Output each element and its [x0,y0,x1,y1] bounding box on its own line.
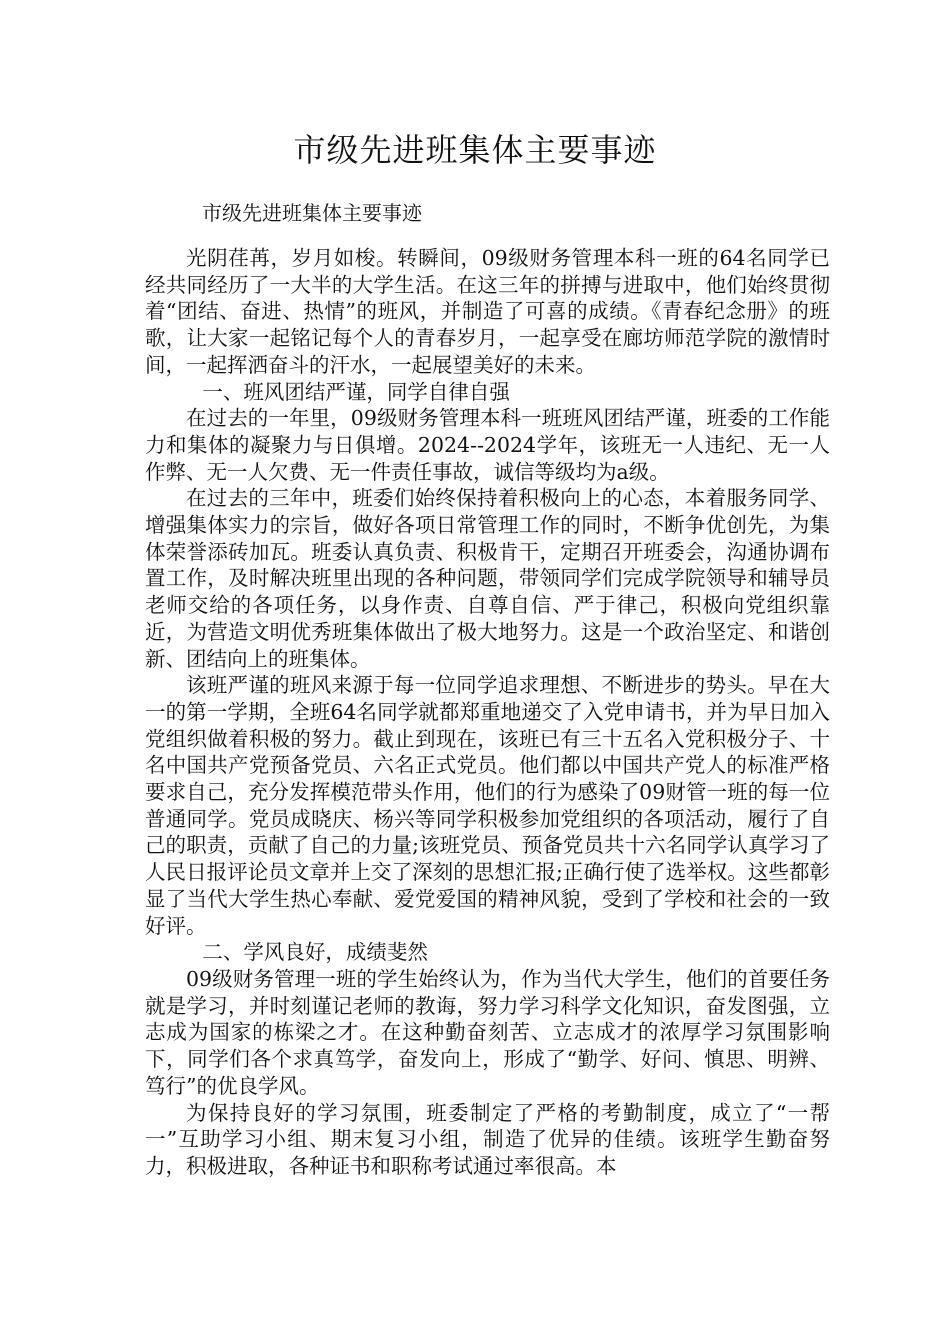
paragraph: 光阴荏苒，岁月如梭。转瞬间，09级财务管理本科一班的64名同学已经共同经历了一大半的大学生活。在这三年的拼搏与进取中，他们始终贯彻着“团结、奋进、热情”的班风，并制造了可喜的成绩。《青春纪念册》的班歌，让大家一起铭记每个人的青春岁月，一起享受在廊坊师范学院的激情时间，一起挥洒奋斗的汗水，一起展望美好的未来。 [145,246,830,377]
document-body [145,245,830,1180]
paragraph: 在过去的三年中，班委们始终保持着积极向上的心态，本着服务同学、增强集体实力的宗旨，做好各项日常管理工作的同时，不断争优创先，为集体荣誉添砖加瓦。班委认真负责、积极肯干，定期召开班委会，沟通协调布置工作，及时解决班里出现的各种问题，带领同学们完成学院领导和辅导员老师交给的各项任务，以身作责、自尊自信、严于律己，积极向党组织靠近，为营造文明优秀班集体做出了极大地努力。这是一个政治坚定、和谐创新、团结向上的班集体。 [145,486,830,671]
section-heading: 一、班风团结严谨，同学自律自强 [202,379,510,404]
paragraph: 为保持良好的学习氛围，班委制定了严格的考勤制度，成立了“一帮一”互助学习小组、期末复习小组，制造了优异的佳绩。该班学生勤奋努力，积极进取，各种证书和职称考试通过率很高。本 [145,1100,830,1178]
section-heading: 二、学风良好，成绩斐然 [202,940,428,965]
paragraph: 09级财务管理一班的学生始终认为，作为当代大学生，他们的首要任务就是学习，并时刻谨记老师的教诲，努力学习科学文化知识，奋发图强，立志成为国家的栋梁之才。在这种勤奋刻苦、立志成才的浓厚学习氛围影响下，同学们各个求真笃学，奋发向上，形成了“勤学、好问、慎思、明辨、笃行”的优良学风。 [145,966,830,1098]
document-title: 市级先进班集体主要事迹 [293,131,657,169]
paragraph: 在过去的一年里，09级财务管理本科一班班风团结严谨，班委的工作能力和集体的凝聚力与日俱增。2024--2024学年，该班无一人违纪、无一人作弊、无一人欠费、无一件责任事故，诚信等级均为a级。 [145,406,830,484]
document-subtitle: 市级先进班集体主要事迹 [202,201,422,225]
paragraph: 该班严谨的班风来源于每一位同学追求理想、不断进步的势头。早在大一的第一学期，全班64名同学就都郑重地递交了入党申请书，并为早日加入党组织做着积极的努力。截止到现在，该班已有三十五名入党积极分子、十名中国共产党预备党员、六名正式党员。他们都以中国共产党人的标准严格要求自己，充分发挥模范带头作用，他们的行为感染了09财管一班的每一位普通同学。党员成晓庆、杨兴等同学积极参加党组织的各项活动，履行了自己的职责，贡献了自己的力量;该班党员、预备党员共十六名同学认真学习了人民日报评论员文章并上交了深刻的思想汇报;正确行使了选举权。这些都彰显了当代大学生热心奉献、爱党爱国的精神风貌，受到了学校和社会的一致好评。 [145,673,830,938]
